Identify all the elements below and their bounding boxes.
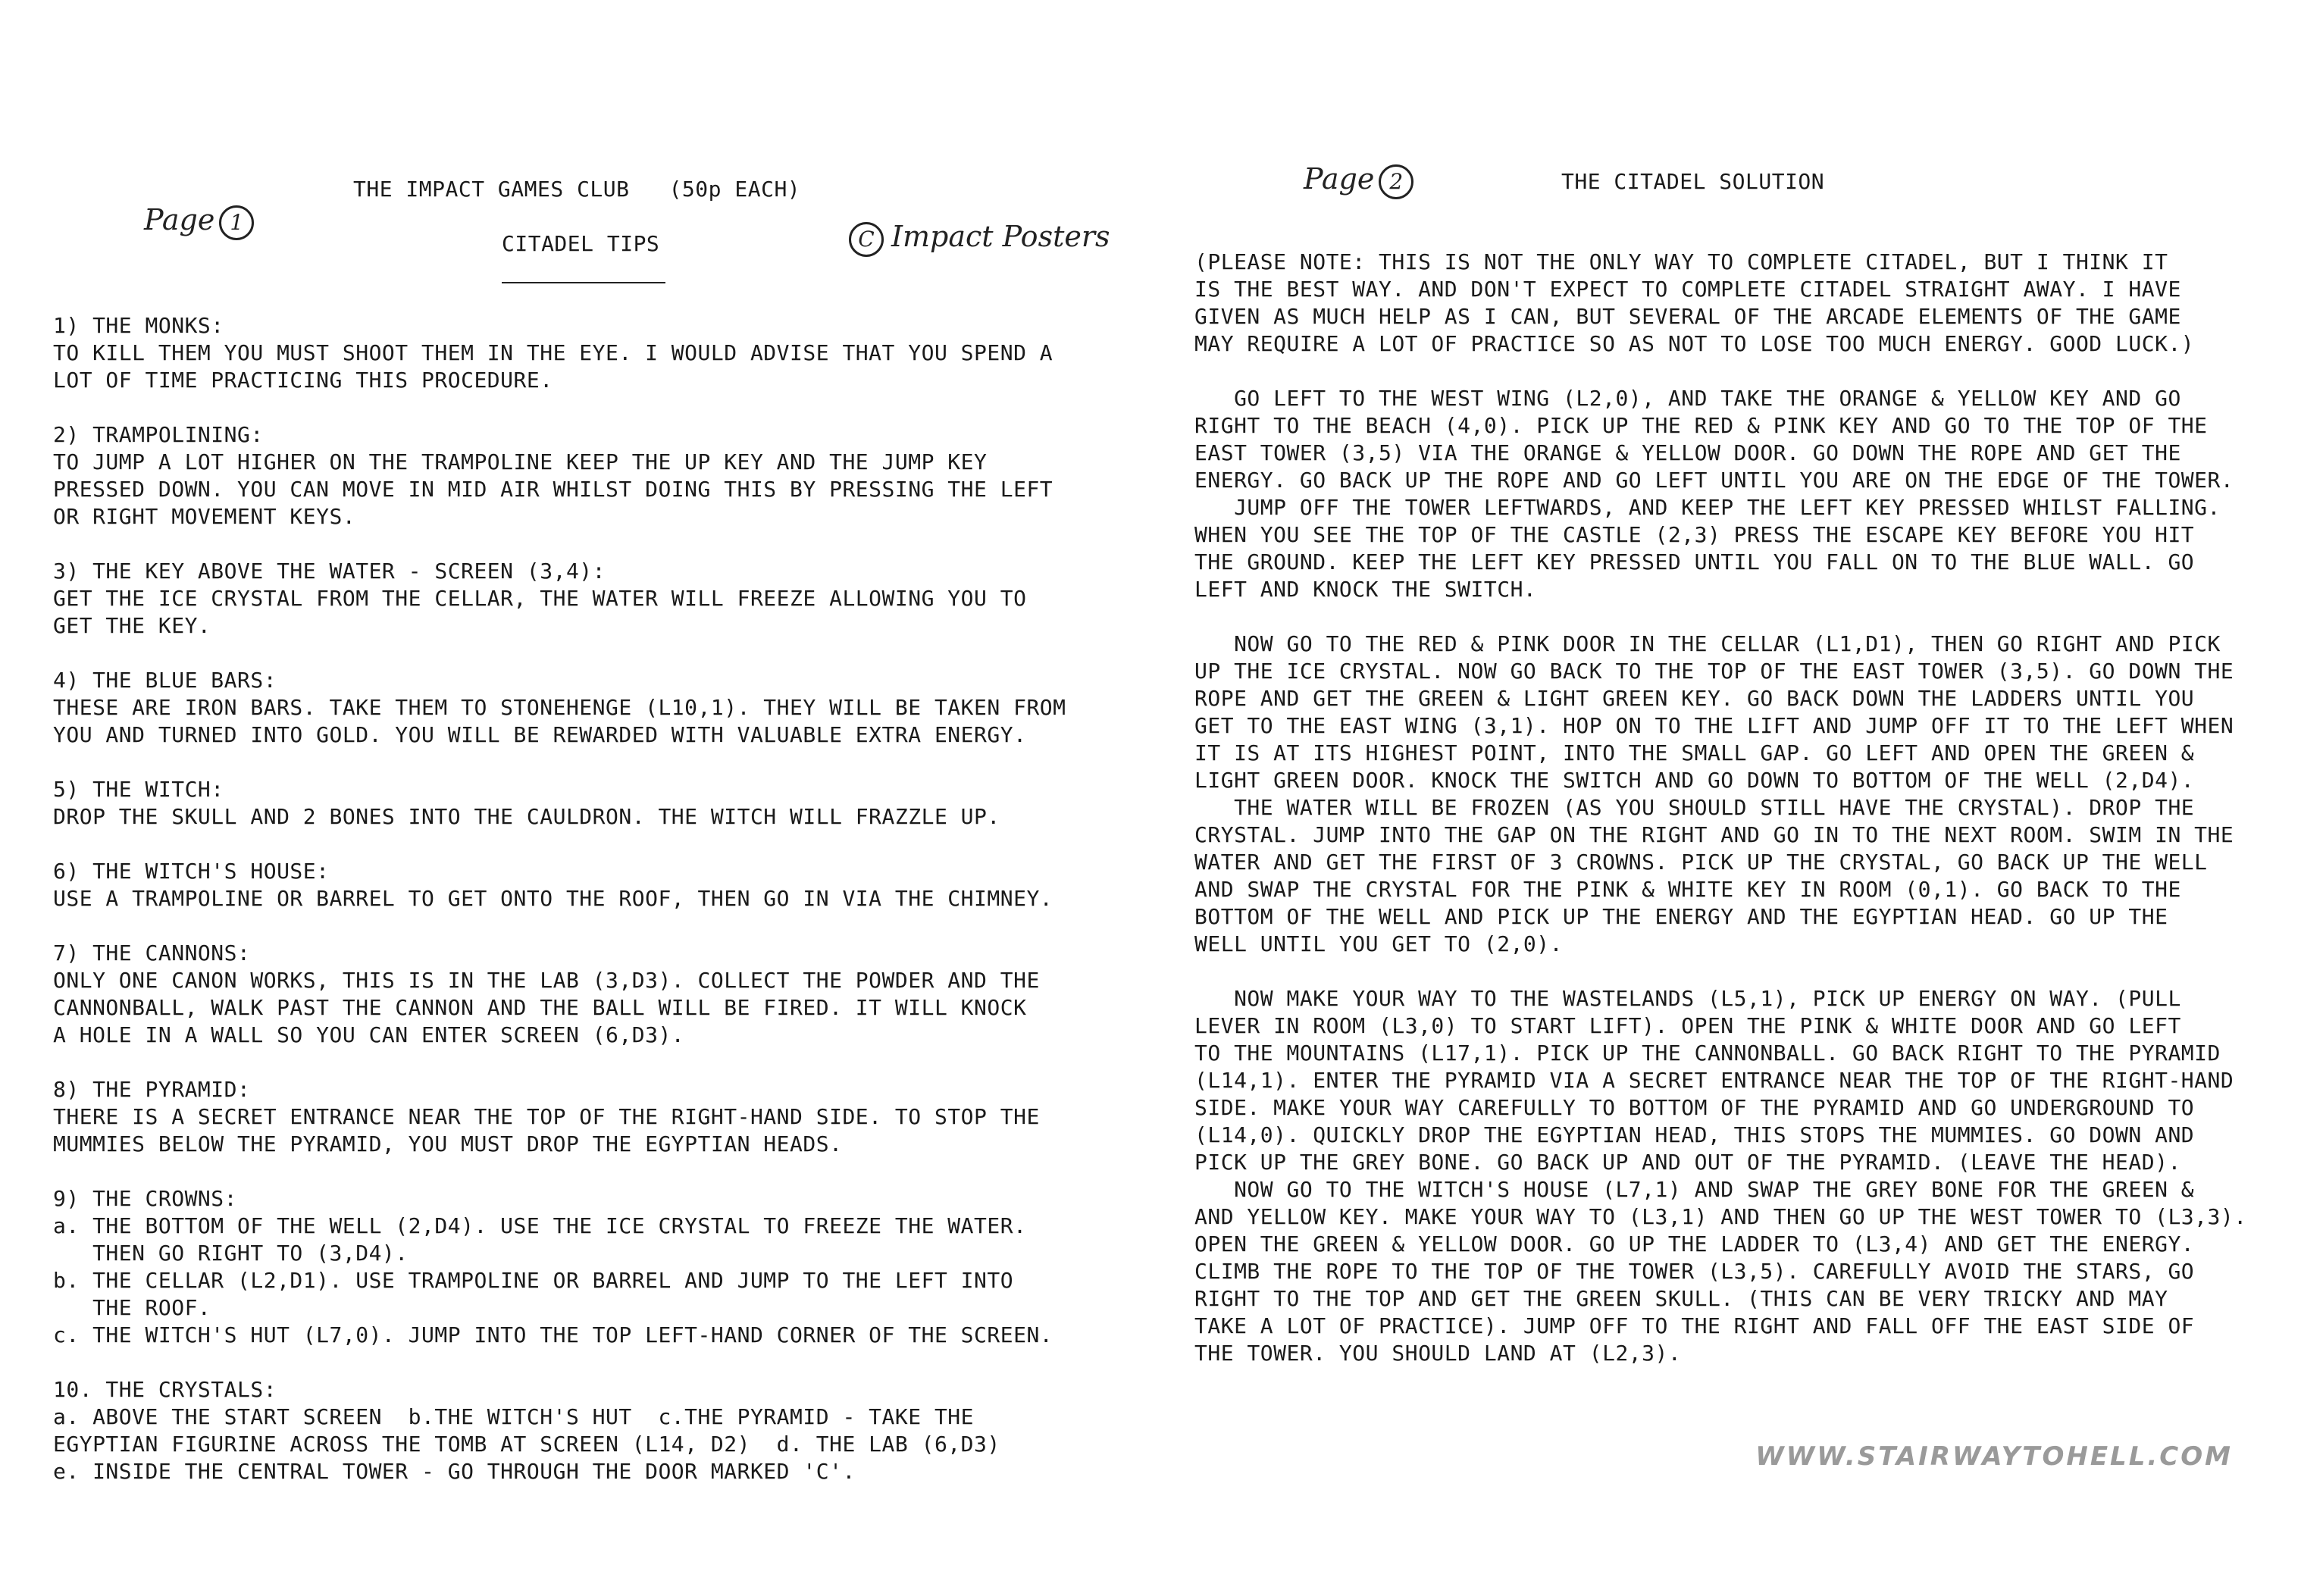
text-line: (L14,0). QUICKLY DROP THE EGYPTIAN HEAD, THIS STOPS THE MUMMIES. GO DOWN AND: [1194, 1122, 2195, 1147]
text-line: DROP THE SKULL AND 2 BONES INTO THE CAULDRON. THE WITCH WILL FRAZZLE UP.: [53, 804, 1000, 829]
text-line: IS THE BEST WAY. AND DON'T EXPECT TO COMPLETE CITADEL STRAIGHT AWAY. I HAVE: [1194, 277, 2181, 302]
text-line: ONLY ONE CANON WORKS, THIS IS IN THE LAB (3,D3). COLLECT THE POWDER AND THE: [53, 968, 1040, 993]
copyright-handwritten: [849, 220, 1110, 257]
text-line: 7) THE CANNONS:: [53, 940, 251, 965]
header-title: THE IMPACT GAMES CLUB (50p EACH): [353, 177, 801, 202]
page-number: 1: [219, 205, 254, 240]
text-line: GIVEN AS MUCH HELP AS I CAN, BUT SEVERAL OF THE ARCADE ELEMENTS OF THE GAME: [1194, 304, 2181, 329]
text-line: a. ABOVE THE START SCREEN b.THE WITCH'S HUT c.THE PYRAMID - TAKE THE: [53, 1404, 975, 1429]
text-line: 10. THE CRYSTALS:: [53, 1377, 277, 1402]
text-line: YOU AND TURNED INTO GOLD. YOU WILL BE REWARDED WITH VALUABLE EXTRA ENERGY.: [53, 722, 1027, 747]
text-line: OPEN THE GREEN & YELLOW DOOR. GO UP THE LADDER TO (L3,4) AND GET THE ENERGY.: [1194, 1231, 2195, 1256]
text-line: AND SWAP THE CRYSTAL FOR THE PINK & WHITE KEY IN ROOM (0,1). GO BACK TO THE: [1194, 877, 2181, 902]
tips-body: [53, 312, 1066, 1485]
text-line: 6) THE WITCH'S HOUSE:: [53, 859, 330, 884]
text-line: 5) THE WITCH:: [53, 777, 224, 802]
page-note-label: Page: [1304, 162, 1375, 196]
text-line: CANNONBALL, WALK PAST THE CANNON AND THE BALL WILL BE FIRED. IT WILL KNOCK: [53, 995, 1027, 1020]
blank-line: [53, 640, 1066, 667]
blank-line: [1194, 358, 2247, 385]
page-number: 2: [1379, 164, 1413, 199]
text-line: LEVER IN ROOM (L3,0) TO START LIFT). OPEN THE PINK & WHITE DOOR AND GO LEFT: [1194, 1013, 2181, 1038]
text-line: (L14,1). ENTER THE PYRAMID VIA A SECRET ENTRANCE NEAR THE TOP OF THE RIGHT-HAND: [1194, 1068, 2234, 1093]
text-line: EAST TOWER (3,5) VIA THE ORANGE & YELLOW DOOR. GO DOWN THE ROPE AND GET THE: [1194, 440, 2181, 465]
copyright-symbol: C: [849, 222, 884, 257]
text-line: WELL UNTIL YOU GET TO (2,0).: [1194, 931, 1564, 956]
text-line: a. THE BOTTOM OF THE WELL (2,D4). USE THE ICE CRYSTAL TO FREEZE THE WATER.: [53, 1213, 1027, 1238]
text-line: THE TOWER. YOU SHOULD LAND AT (L2,3).: [1194, 1341, 1682, 1366]
text-line: TO THE MOUNTAINS (L17,1). PICK UP THE CANNONBALL. GO BACK RIGHT TO THE PYRAMID: [1194, 1041, 2221, 1066]
text-line: THE WATER WILL BE FROZEN (AS YOU SHOULD STILL HAVE THE CRYSTAL). DROP THE: [1194, 795, 2195, 820]
blank-line: [53, 530, 1066, 558]
text-line: ROPE AND GET THE GREEN & LIGHT GREEN KEY. GO BACK DOWN THE LADDERS UNTIL YOU: [1194, 686, 2195, 711]
text-line: PRESSED DOWN. YOU CAN MOVE IN MID AIR WHILST DOING THIS BY PRESSING THE LEFT: [53, 477, 1053, 502]
text-line: e. INSIDE THE CENTRAL TOWER - GO THROUGH THE DOOR MARKED 'C'.: [53, 1459, 856, 1484]
text-line: b. THE CELLAR (L2,D1). USE TRAMPOLINE OR BARREL AND JUMP TO THE LEFT INTO: [53, 1268, 1014, 1293]
blank-line: [1194, 958, 2247, 985]
text-line: THE GROUND. KEEP THE LEFT KEY PRESSED UNTIL YOU FALL ON TO THE BLUE WALL. GO: [1194, 549, 2195, 574]
text-line: THERE IS A SECRET ENTRANCE NEAR THE TOP OF THE RIGHT-HAND SIDE. TO STOP THE: [53, 1104, 1040, 1129]
solution-body: [1194, 249, 2247, 1367]
text-line: GET TO THE EAST WING (3,1). HOP ON TO THE LIFT AND JUMP OFF IT TO THE LEFT WHEN: [1194, 713, 2234, 738]
blank-line: [53, 1049, 1066, 1076]
text-line: LEFT AND KNOCK THE SWITCH.: [1194, 577, 1537, 602]
text-line: JUMP OFF THE TOWER LEFTWARDS, AND KEEP THE LEFT KEY PRESSED WHILST FALLING.: [1194, 495, 2221, 520]
text-line: THESE ARE IRON BARS. TAKE THEM TO STONEHENGE (L10,1). THEY WILL BE TAKEN FROM: [53, 695, 1066, 720]
subtitle-underline: [502, 282, 665, 283]
blank-line: [53, 394, 1066, 421]
text-line: SIDE. MAKE YOUR WAY CAREFULLY TO BOTTOM OF THE PYRAMID AND GO UNDERGROUND TO: [1194, 1095, 2195, 1120]
text-line: OR RIGHT MOVEMENT KEYS.: [53, 504, 356, 529]
text-line: NOW GO TO THE WITCH'S HOUSE (L7,1) AND SWAP THE GREY BONE FOR THE GREEN &: [1194, 1177, 2195, 1202]
text-line: WATER AND GET THE FIRST OF 3 CROWNS. PICK UP THE CRYSTAL, GO BACK UP THE WELL: [1194, 850, 2208, 875]
page-1-handwritten-note: [144, 203, 254, 240]
text-line: GET THE KEY.: [53, 613, 211, 638]
copyright-text: Impact Posters: [891, 220, 1110, 253]
blank-line: [53, 1349, 1066, 1376]
text-line: GET THE ICE CRYSTAL FROM THE CELLAR, THE WATER WILL FREEZE ALLOWING YOU TO: [53, 586, 1027, 611]
text-line: USE A TRAMPOLINE OR BARREL TO GET ONTO THE ROOF, THEN GO IN VIA THE CHIMNEY.: [53, 886, 1053, 911]
text-line: LIGHT GREEN DOOR. KNOCK THE SWITCH AND GO DOWN TO BOTTOM OF THE WELL (2,D4).: [1194, 768, 2195, 793]
text-line: RIGHT TO THE TOP AND GET THE GREEN SKULL. (THIS CAN BE VERY TRICKY AND MAY: [1194, 1286, 2168, 1311]
blank-line: [53, 749, 1066, 776]
text-line: TAKE A LOT OF PRACTICE). JUMP OFF TO THE RIGHT AND FALL OFF THE EAST SIDE OF: [1194, 1313, 2195, 1338]
text-line: THE ROOF.: [53, 1295, 211, 1320]
text-line: MUMMIES BELOW THE PYRAMID, YOU MUST DROP THE EGYPTIAN HEADS.: [53, 1131, 843, 1156]
text-line: (PLEASE NOTE: THIS IS NOT THE ONLY WAY TO COMPLETE CITADEL, BUT I THINK IT: [1194, 249, 2168, 274]
subtitle: CITADEL TIPS: [502, 231, 660, 256]
page-note-label: Page: [144, 203, 215, 236]
text-line: WHEN YOU SEE THE TOP OF THE CASTLE (2,3) PRESS THE ESCAPE KEY BEFORE YOU HIT: [1194, 522, 2195, 547]
text-line: PICK UP THE GREY BONE. GO BACK UP AND OUT OF THE PYRAMID. (LEAVE THE HEAD).: [1194, 1150, 2181, 1175]
blank-line: [1194, 603, 2247, 631]
text-line: 1) THE MONKS:: [53, 313, 224, 338]
text-line: A HOLE IN A WALL SO YOU CAN ENTER SCREEN (6,D3).: [53, 1022, 685, 1047]
text-line: c. THE WITCH'S HUT (L7,0). JUMP INTO THE TOP LEFT-HAND CORNER OF THE SCREEN.: [53, 1322, 1053, 1347]
blank-line: [53, 912, 1066, 940]
page-2-handwritten-note: [1304, 162, 1413, 199]
text-line: 8) THE PYRAMID:: [53, 1077, 251, 1102]
text-line: IT IS AT ITS HIGHEST POINT, INTO THE SMALL GAP. GO LEFT AND OPEN THE GREEN &: [1194, 740, 2195, 765]
text-line: AND YELLOW KEY. MAKE YOUR WAY TO (L3,1) AND THEN GO UP THE WEST TOWER TO (L3,3).: [1194, 1204, 2247, 1229]
text-line: 4) THE BLUE BARS:: [53, 668, 277, 693]
watermark: WWW.STAIRWAYTOHELL.COM: [1755, 1441, 2233, 1472]
text-line: MAY REQUIRE A LOT OF PRACTICE SO AS NOT TO LOSE TOO MUCH ENERGY. GOOD LUCK.): [1194, 331, 2195, 356]
blank-line: [53, 1158, 1066, 1185]
text-line: CRYSTAL. JUMP INTO THE GAP ON THE RIGHT AND GO IN TO THE NEXT ROOM. SWIM IN THE: [1194, 822, 2234, 847]
text-line: TO JUMP A LOT HIGHER ON THE TRAMPOLINE KEEP THE UP KEY AND THE JUMP KEY: [53, 449, 988, 474]
solution-title: THE CITADEL SOLUTION: [1561, 169, 1825, 194]
text-line: GO LEFT TO THE WEST WING (L2,0), AND TAKE THE ORANGE & YELLOW KEY AND GO: [1194, 386, 2181, 411]
text-line: 3) THE KEY ABOVE THE WATER - SCREEN (3,4):: [53, 559, 606, 584]
text-line: ENERGY. GO BACK UP THE ROPE AND GO LEFT UNTIL YOU ARE ON THE EDGE OF THE TOWER.: [1194, 468, 2234, 493]
text-line: RIGHT TO THE BEACH (4,0). PICK UP THE RED & PINK KEY AND GO TO THE TOP OF THE: [1194, 413, 2208, 438]
right-page: [1182, 0, 2301, 1596]
blank-line: [53, 831, 1066, 858]
text-line: NOW GO TO THE RED & PINK DOOR IN THE CELLAR (L1,D1), THEN GO RIGHT AND PICK: [1194, 631, 2221, 656]
text-line: UP THE ICE CRYSTAL. NOW GO BACK TO THE TOP OF THE EAST TOWER (3,5). GO DOWN THE: [1194, 659, 2234, 684]
text-line: THEN GO RIGHT TO (3,D4).: [53, 1241, 409, 1266]
text-line: NOW MAKE YOUR WAY TO THE WASTELANDS (L5,1), PICK UP ENERGY ON WAY. (PULL: [1194, 986, 2181, 1011]
text-line: LOT OF TIME PRACTICING THIS PROCEDURE.: [53, 368, 553, 393]
text-line: 9) THE CROWNS:: [53, 1186, 238, 1211]
text-line: CLIMB THE ROPE TO THE TOP OF THE TOWER (L3,5). CAREFULLY AVOID THE STARS, GO: [1194, 1259, 2195, 1284]
text-line: EGYPTIAN FIGURINE ACROSS THE TOMB AT SCREEN (L14, D2) d. THE LAB (6,D3): [53, 1432, 1000, 1457]
text-line: BOTTOM OF THE WELL AND PICK UP THE ENERGY AND THE EGYPTIAN HEAD. GO UP THE: [1194, 904, 2168, 929]
text-line: TO KILL THEM YOU MUST SHOOT THEM IN THE EYE. I WOULD ADVISE THAT YOU SPEND A: [53, 340, 1053, 365]
text-line: 2) TRAMPOLINING:: [53, 422, 264, 447]
